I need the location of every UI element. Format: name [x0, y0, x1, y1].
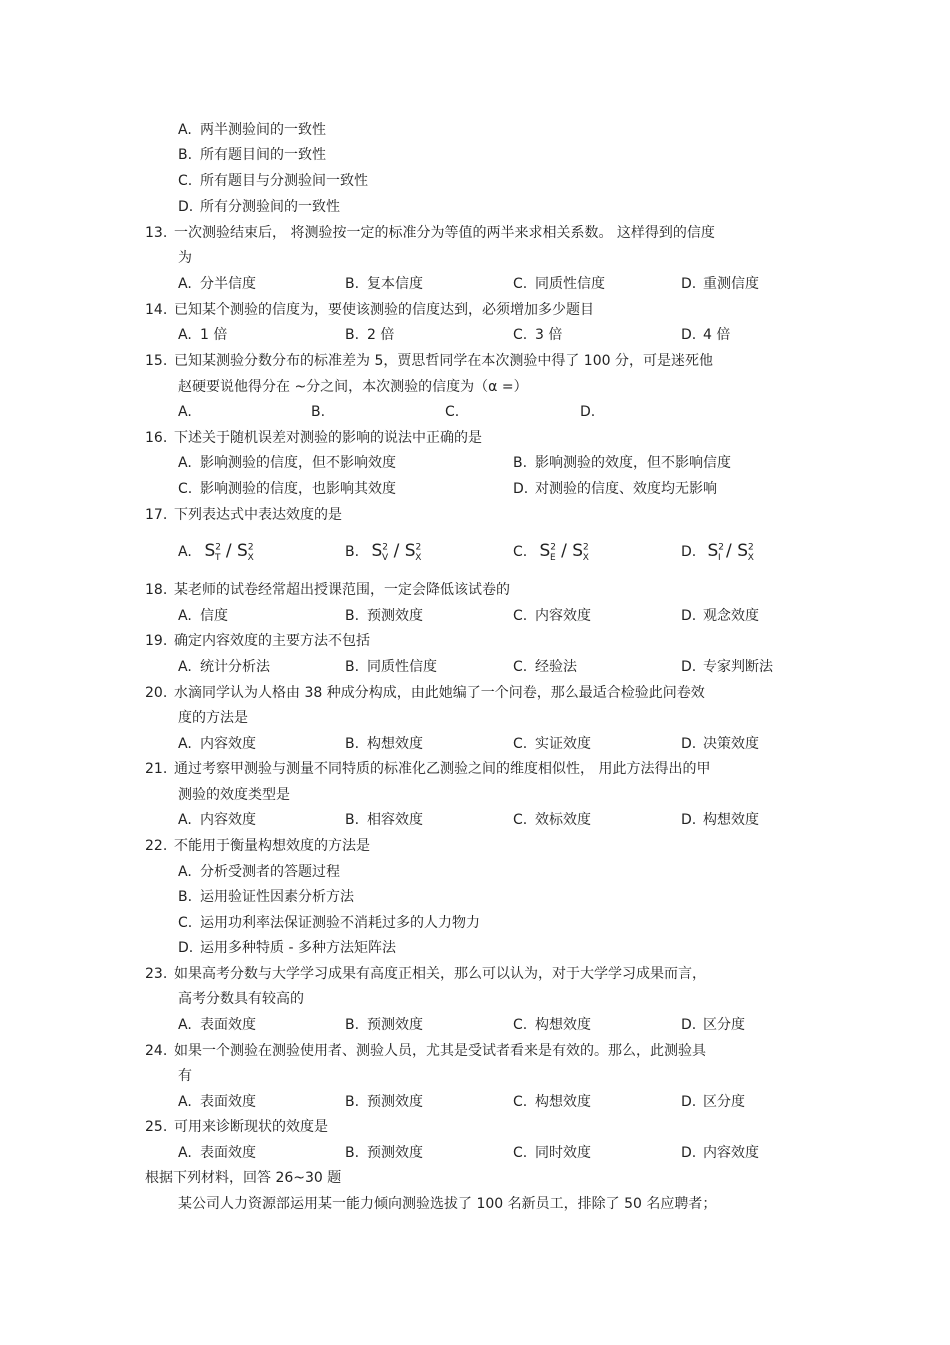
material-text: 某公司人力资源部运用某一能力倾向测验选拔了 100 名新员工，排除了 50 名应聘者； — [178, 1196, 717, 1212]
q24-stem-cont: 有 — [178, 1068, 192, 1084]
q20-stem-cont: 度的方法是 — [178, 710, 248, 726]
q23-option-c: C. 构想效度 — [513, 1017, 591, 1033]
material-intro: 根据下列材料，回答 26~30 题 — [145, 1170, 342, 1186]
q19-option-b: B. 同质性信度 — [345, 659, 437, 675]
q16-option-a: A. 影响测验的信度，但不影响效度 — [178, 455, 396, 471]
formula-b: $S^2_V / S^2_X$ — [371, 540, 422, 564]
q20-option-a: A. 内容效度 — [178, 736, 256, 752]
q12-option-a: A. 两半测验间的一致性 — [178, 122, 326, 138]
q14-option-a: A. 1 倍 — [178, 327, 228, 343]
q18-option-c: C. 内容效度 — [513, 608, 591, 624]
q21-option-a: A. 内容效度 — [178, 812, 256, 828]
q19-option-a: A. 统计分析法 — [178, 659, 270, 675]
q15-option-a: A. — [178, 404, 192, 420]
q20-option-c: C. 实证效度 — [513, 736, 591, 752]
q15-option-b: B. — [311, 404, 326, 420]
q19-option-d: D. 专家判断法 — [681, 659, 773, 675]
exam-page: A. 两半测验间的一致性 B. 所有题目间的一致性 C. 所有题目与分测验间一致性 D. 所有分测验间的一致性 13. 一次测验结束后， 将测验按一定的标准分为等值的两半来求相关系数。 这样得到的信度 为 A. 分半信度 B. 复本信度 C. 同质性信度 D. 重测信度 14. 已知某个测验的信度为，要使该测验的信度达到，必须增加多少题目 A. 1 倍 B. 2 倍 C. 3 倍 D. 4 倍 15. 已知某测验分数分布的标准差为 5，贾思哲同学在本次测验中得了 100 分，可是迷死他 赵硬要说他得分在 ~分之间，本次测验的信度为（α =） A. B. C. D. 16. 下述关于随机误差对测验的影响的说法中正确的是 A. 影响测验的信度，但不影响效度 B. 影响测验的效度，但不影响信度 C. 影响测验的信度，也影响其效度 D. 对测验的信度、效度均无影响 17. 下列表达式中表达效度的是 A. $S^2_T / S^2_X$ B. $S^2_V / S^2_X$ C. $S^2_E / S^2_X$ D. $S^2_I / S^2_X$ 18. 某老师的试卷经常超出授课范围，一定会降低该试卷的 A. 信度 B. 预测效度 C. 内容效度 D. 观念效度 19. 确定内容效度的主要方法不包括 A. 统计分析法 B. 同质性信度 C. 经验法 D. 专家判断法 20. 水滴同学认为人格由 38 种成分构成，由此她编了一个问卷，那么最适合检验此问卷效 度的方法是 A. 内容效度 B. 构想效度 C. 实证效度 D. 决策效度 21. 通过考察甲测验与测量不同特质的标准化乙测验之间的维度相似性， 用此方法得出的甲 测验的效度类型是 A. 内容效度 B. 相容效度 C. 效标效度 D. 构想效度 22. 不能用于衡量构想效度的方法是 A. 分析受测者的答题过程 B. 运用验证性因素分析方法 C. 运用功利率法保证测验不消耗过多的人力物力 D. 运用多种特质 - 多种方法矩阵法 23. 如果高考分数与大学学习成果有高度正相关，那么可以认为，对于大学学习成果而言， 高考分数具有较高的 A. 表面效度 B. 预测效度 C. 构想效度 D. 区分度 24. 如果一个测验在测验使用者、测验人员，尤其是受试者看来是有效的。那么，此测验具 有 A. 表面效度 B. 预测效度 C. 构想效度 D. 区分度 25. 可用来诊断现状的效度是 A. 表面效度 B. 预测效度 C. 同时效度 D. 内容效度 根据下列材料，回答 26~30 题 某公司人力资源部运用某一能力倾向测验选拔了 100 名新员工，排除了 50 名应聘者； — [145, 122, 773, 1212]
q16-option-c: C. 影响测验的信度，也影响其效度 — [178, 481, 396, 497]
q25-option-d: D. 内容效度 — [681, 1145, 759, 1161]
q16-option-d: D. 对测验的信度、效度均无影响 — [513, 481, 717, 497]
q14-option-d: D. 4 倍 — [681, 327, 731, 343]
q22-option-d: D. 运用多种特质 - 多种方法矩阵法 — [178, 940, 396, 956]
q17-option-c: C. $S^2_E / S^2_X$ — [513, 540, 589, 564]
q13-stem-cont: 为 — [178, 250, 192, 266]
q22-option-a: A. 分析受测者的答题过程 — [178, 864, 340, 880]
formula-d: $S^2_I / S^2_X$ — [707, 540, 754, 564]
q18-option-b: B. 预测效度 — [345, 608, 423, 624]
q21-option-c: C. 效标效度 — [513, 812, 591, 828]
q17-option-d: D. $S^2_I / S^2_X$ — [681, 540, 754, 564]
q13-option-c: C. 同质性信度 — [513, 276, 605, 292]
formula-c: $S^2_E / S^2_X$ — [539, 540, 589, 564]
q20-option-b: B. 构想效度 — [345, 736, 423, 752]
q14-option-c: C. 3 倍 — [513, 327, 563, 343]
q23-option-b: B. 预测效度 — [345, 1017, 423, 1033]
q23-option-d: D. 区分度 — [681, 1017, 745, 1033]
q12-option-d: D. 所有分测验间的一致性 — [178, 199, 340, 215]
q25-option-c: C. 同时效度 — [513, 1145, 591, 1161]
q19-option-c: C. 经验法 — [513, 659, 577, 675]
q20-option-d: D. 决策效度 — [681, 736, 759, 752]
q23-stem-cont: 高考分数具有较高的 — [178, 991, 304, 1007]
q18-option-a: A. 信度 — [178, 608, 228, 624]
q17-option-a: A. $S^2_T / S^2_X$ — [178, 540, 254, 564]
q15-option-c: C. — [445, 404, 460, 420]
q16-option-b: B. 影响测验的效度，但不影响信度 — [513, 455, 731, 471]
q23-option-a: A. 表面效度 — [178, 1017, 256, 1033]
q24-option-d: D. 区分度 — [681, 1094, 745, 1110]
q15-option-d: D. — [580, 404, 596, 420]
q25-option-b: B. 预测效度 — [345, 1145, 423, 1161]
q21-option-b: B. 相容效度 — [345, 812, 423, 828]
q21-option-d: D. 构想效度 — [681, 812, 759, 828]
q24-option-b: B. 预测效度 — [345, 1094, 423, 1110]
q18-option-d: D. 观念效度 — [681, 608, 759, 624]
q12-option-c: C. 所有题目与分测验间一致性 — [178, 173, 368, 189]
q14-option-b: B. 2 倍 — [345, 327, 395, 343]
q13-option-b: B. 复本信度 — [345, 276, 423, 292]
q13-option-d: D. 重测信度 — [681, 276, 759, 292]
q22-option-b: B. 运用验证性因素分析方法 — [178, 889, 354, 905]
q15-stem-cont: 赵硬要说他得分在 ~分之间，本次测验的信度为（α =） — [178, 379, 528, 395]
q17-option-b: B. $S^2_V / S^2_X$ — [345, 540, 422, 564]
q24-option-c: C. 构想效度 — [513, 1094, 591, 1110]
q13-option-a: A. 分半信度 — [178, 276, 256, 292]
q25-option-a: A. 表面效度 — [178, 1145, 256, 1161]
q21-stem-cont: 测验的效度类型是 — [178, 787, 290, 803]
q12-option-b: B. 所有题目间的一致性 — [178, 147, 326, 163]
q22-option-c: C. 运用功利率法保证测验不消耗过多的人力物力 — [178, 915, 480, 931]
formula-a: $S^2_T / S^2_X$ — [204, 540, 254, 564]
q24-option-a: A. 表面效度 — [178, 1094, 256, 1110]
